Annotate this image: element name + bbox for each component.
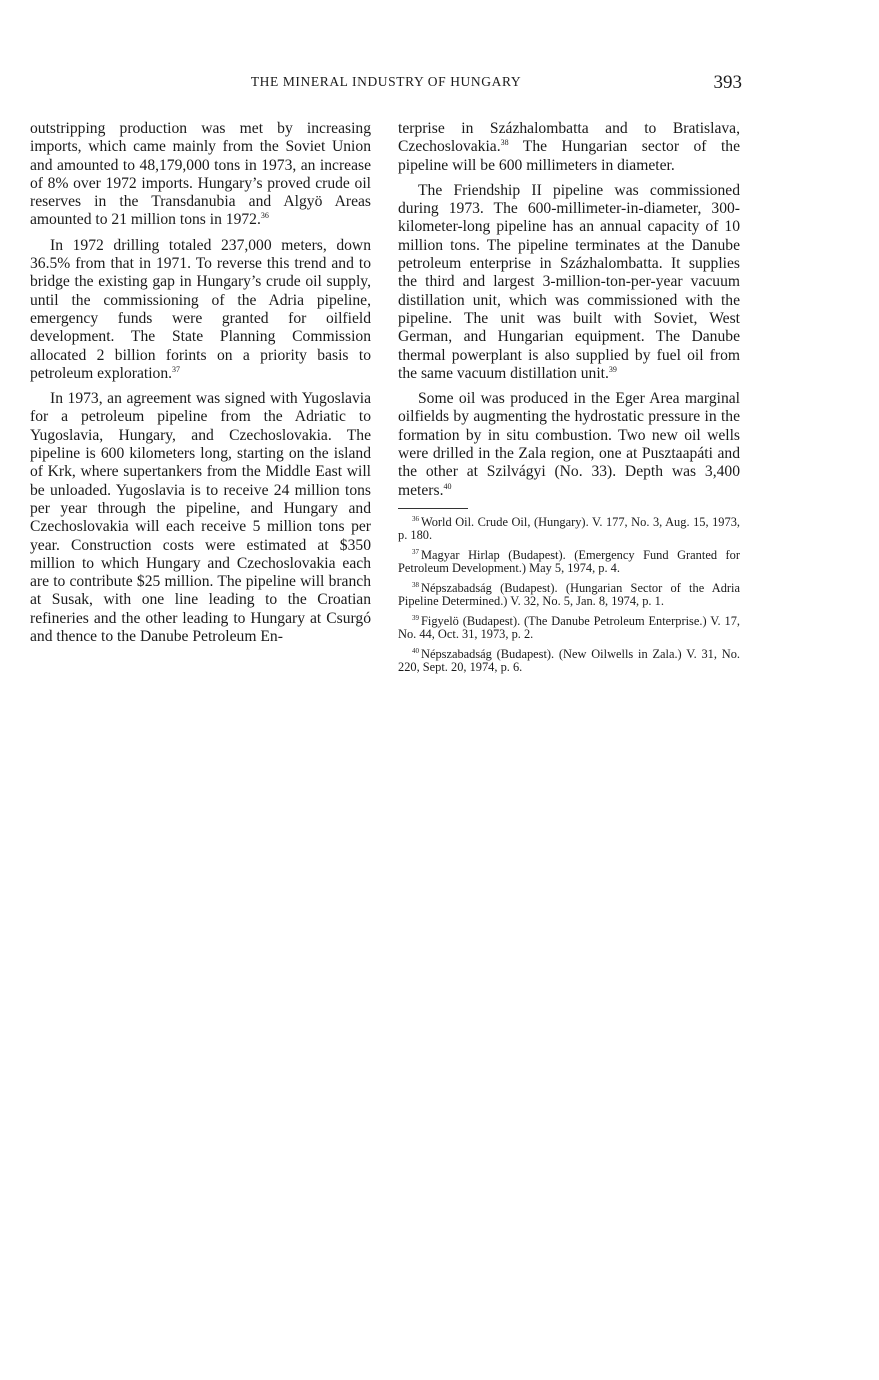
page-number: 393 — [713, 72, 742, 93]
footnote-text: Népszabadság (Budapest). (Hungarian Sector of the Adria Pipeline Determined.) V. 32, No. 5, Jan. 8, 1974, p. 1. — [398, 580, 740, 608]
running-header — [30, 72, 742, 94]
footnote-reference: 40 — [443, 481, 452, 491]
paragraph-text: The Friendship II pipeline was commissioned during 1973. The 600-millimeter-in-diameter, 300-kilometer-long pipeline has an annual capacity of 10 million tons. The pipeline terminates at the Danube petroleum enterprise in Százhalombatta. It supplies the third and largest 3-million-ton-per-year vacuum distillation unit, which was commissioned with the pipeline. The unit was built with Soviet, West German, and Hungarian equipment. The Danube thermal powerplant is also supplied by fuel oil from the same vacuum distillation unit. — [398, 181, 740, 382]
footnote-reference: 36 — [260, 211, 269, 221]
footnote — [398, 549, 740, 575]
paragraph — [30, 390, 371, 646]
footnote — [398, 648, 740, 674]
paragraph-text: outstripping production was met by increasing imports, which came mainly from the Soviet Union and amounted to 48,179,000 tons in 1973, an increase of 8% over 1972 imports. Hungary’s proved crude oil reserves in the Transdanubia and Algyö Areas amounted to 21 million tons in 1972. — [30, 120, 371, 229]
footnote-number: 38 — [412, 580, 419, 589]
footnote-number: 37 — [412, 547, 419, 556]
footnote-text: Figyelö (Budapest). (The Danube Petroleum Enterprise.) V. 17, No. 44, Oct. 31, 1973, p. 2. — [398, 613, 740, 641]
footnote-number: 36 — [412, 514, 419, 523]
footnote — [398, 516, 740, 542]
footnote-reference: 39 — [608, 364, 617, 374]
paragraph-text: The Hungarian sector of the pipeline will be 600 millimeters in diameter. — [398, 138, 740, 174]
paragraph — [30, 120, 371, 230]
running-title: THE MINERAL INDUSTRY OF HUNGARY — [250, 74, 522, 89]
footnote — [398, 615, 740, 641]
paragraph — [398, 182, 740, 383]
footnote-text: World Oil. Crude Oil, (Hungary). V. 177, No. 3, Aug. 15, 1973, p. 180. — [398, 514, 740, 542]
right-column — [398, 120, 740, 681]
footnote-text: Népszabadság (Budapest). (New Oilwells in Zala.) V. 31, No. 220, Sept. 20, 1974, p. 6. — [398, 646, 740, 674]
paragraph-text: In 1973, an agreement was signed with Yugoslavia for a petroleum pipeline from the Adriatic to Yugoslavia, Hungary, and Czechoslovakia. The pipeline is 600 kilometers long, starting on the island of Krk, where supertankers from the Middle East will be unloaded. Yugoslavia is to receive 24 million tons per year through the pipeline, and Hungary and Czechoslovakia will each receive 5 million tons per year. Construction costs were estimated at $350 million to which Hungary and Czechoslovakia each are to contribute $25 million. The pipeline will branch at Susak, with one line leading to the Croatian refineries and the other leading to Hungary at Csurgó and thence to the Danube Petroleum En- — [30, 390, 371, 646]
paragraph — [398, 120, 740, 175]
paragraph — [398, 390, 740, 500]
footnote-number: 40 — [412, 646, 419, 655]
paragraph-text: Some oil was produced in the Eger Area marginal oilfields by augmenting the hydrostatic pressure in the formation by in situ combustion. Two new oil wells were drilled in the Zala region, one at Pusztaapáti and the other at Szilvágyi (No. 33). Depth was 3,400 meters. — [398, 390, 740, 499]
footnote-text: Magyar Hirlap (Budapest). (Emergency Fund Granted for Petroleum Development.) May 5, 1974, p. 4. — [398, 547, 740, 575]
footnote-divider — [398, 508, 468, 509]
paragraph-text: terprise in Százhalombatta and to Bratislava, Czechoslovakia. — [398, 120, 740, 156]
footnote — [398, 582, 740, 608]
footnote-reference: 38 — [500, 138, 509, 148]
footnote-number: 39 — [412, 613, 419, 622]
footnotes — [398, 516, 740, 674]
left-column — [30, 120, 371, 653]
paragraph — [30, 237, 371, 383]
footnote-reference: 37 — [172, 364, 181, 374]
paragraph-text: In 1972 drilling totaled 237,000 meters, down 36.5% from that in 1971. To reverse this trend and to bridge the existing gap in Hungary’s crude oil supply, until the commissioning of the Adria pipeline, emergency funds were granted for oilfield development. The State Planning Commission allocated 2 billion forints on a priority basis to petroleum exploration. — [30, 236, 371, 382]
